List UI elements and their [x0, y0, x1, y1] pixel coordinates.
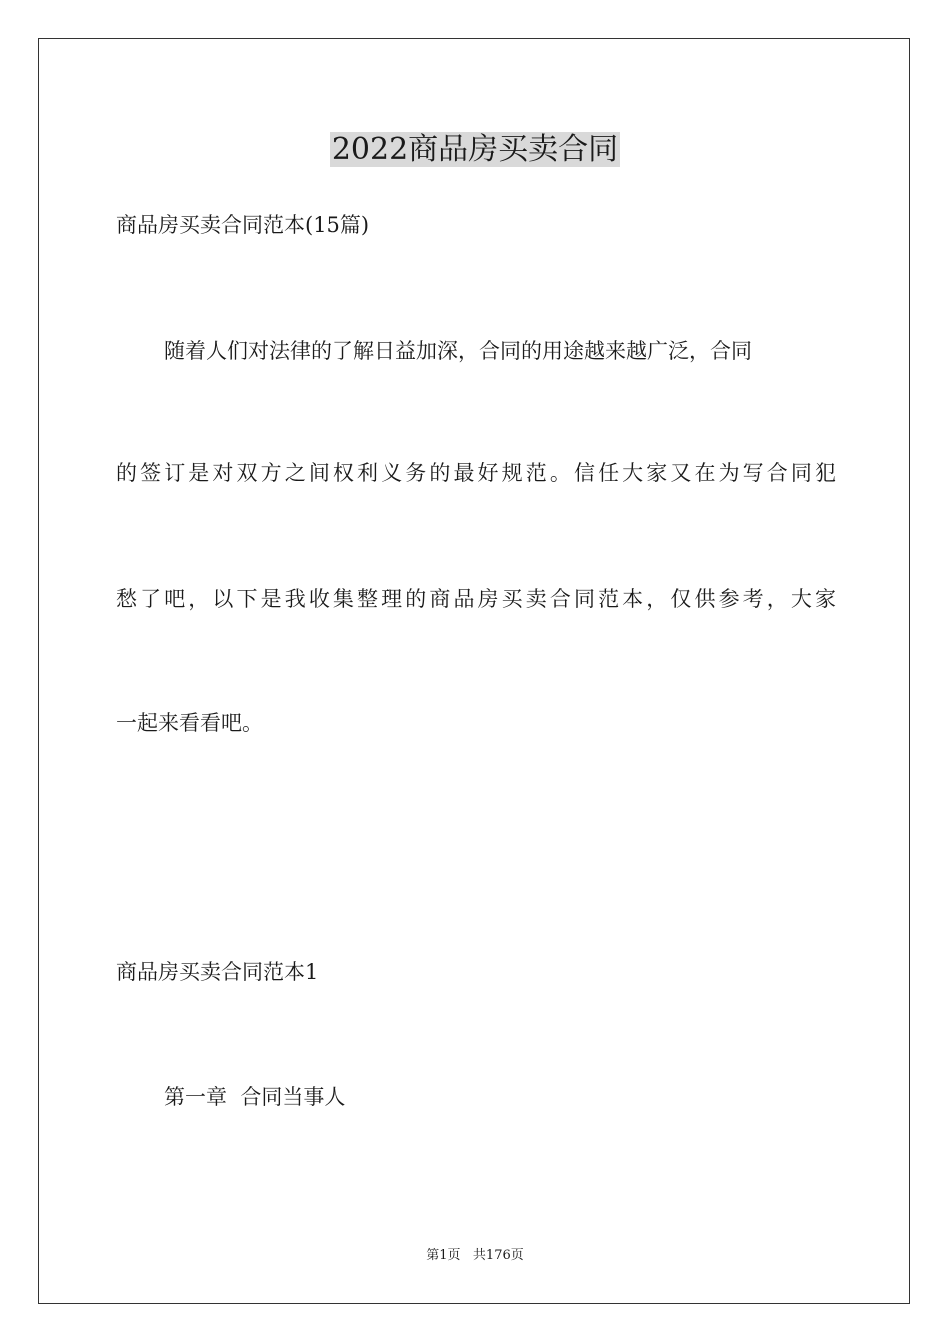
intro-line-4: 一起来看看吧。: [116, 711, 263, 735]
document-subtitle: 商品房买卖合同范本(15篇): [116, 213, 370, 237]
intro-line-3: 愁了吧，以下是我收集整理的商品房买卖合同范本，仅供参考，大家: [116, 587, 836, 611]
page-number-text: 第1页 共176页: [426, 1248, 524, 1263]
page-number-footer: [0, 1247, 950, 1265]
chapter-heading: 第一章 合同当事人: [164, 1085, 346, 1109]
section-heading: 商品房买卖合同范本1: [116, 960, 319, 984]
document-title: [0, 128, 950, 172]
document-title-text: 2022商品房买卖合同: [331, 132, 619, 167]
intro-line-1: 随着人们对法律的了解日益加深，合同的用途越来越广泛，合同: [164, 339, 752, 363]
intro-line-2: 的签订是对双方之间权利义务的最好规范。信任大家又在为写合同犯: [116, 461, 836, 485]
